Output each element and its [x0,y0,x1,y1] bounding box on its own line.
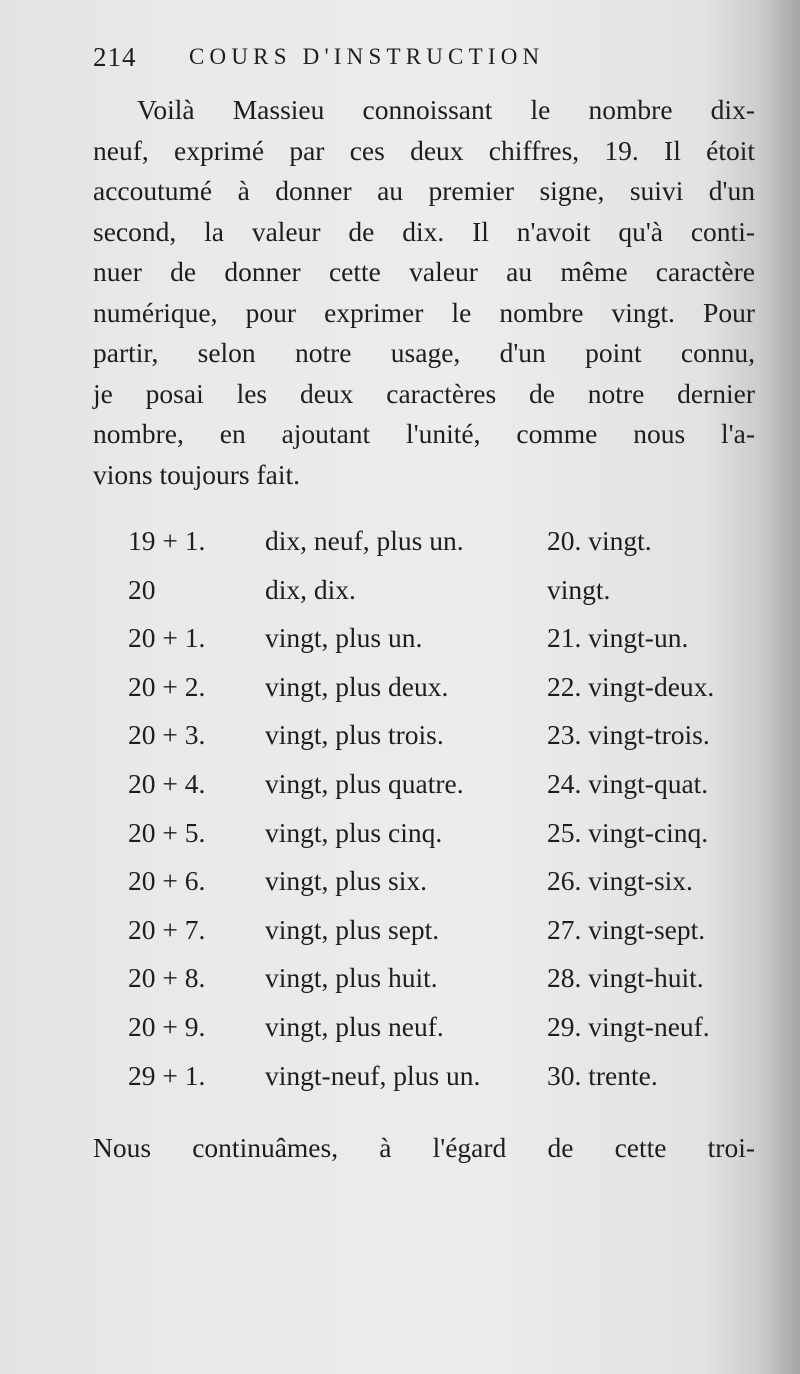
description-cell: vingt, plus un. [265,622,423,654]
table-row [0,525,800,574]
equation-cell: 20 + 5. [128,816,206,848]
description-cell: vingt, plus huit. [265,962,438,994]
page-gutter-shadow [760,0,800,1374]
paragraph-massieu [93,90,755,495]
equation-cell: 20 + 4. [128,767,206,799]
table-row [0,622,800,671]
text-line: nuer de donner cette valeur au même caractère [93,256,755,287]
text-line: je posai les deux caractères de notre dernier [93,377,755,409]
text-line: second, la valeur de dix. Il n'avoit qu'à conti- [93,215,755,247]
table-row [0,1011,800,1060]
table-row [0,671,800,720]
equation-cell: 20 + 2. [128,670,206,702]
description-cell: vingt, plus sept. [265,913,440,945]
equation-cell: 20 + 9. [128,1010,206,1042]
result-cell: 26. vingt-six. [547,865,693,897]
equation-cell: 19 + 1. [128,525,206,556]
text-line: neuf, exprimé par ces deux chiffres, 19. Il étoit [93,134,755,166]
text-line: partir, selon notre usage, d'un point connu, [93,337,755,368]
text-line: numérique, pour exprimer le nombre vingt. Pour [93,296,755,328]
table-row [0,865,800,914]
table-row [0,914,800,963]
text-line: vions toujours fait. [93,458,301,490]
page-number: 214 [93,42,137,72]
equation-cell: 20 [128,573,156,605]
equation-cell: 29 + 1. [128,1059,206,1091]
result-cell: 22. vingt-deux. [547,670,715,702]
text-line: Voilà Massieu connoissant le nombre dix- [137,94,755,125]
equation-cell: 20 + 7. [128,913,206,945]
description-cell: dix, neuf, plus un. [265,525,464,556]
result-cell: 30. trente. [547,1059,658,1091]
paragraph-continuation [93,1128,755,1169]
description-cell: vingt, plus cinq. [265,816,443,848]
text-line: accoutumé à donner au premier signe, suivi d'un [93,175,755,206]
result-cell: 24. vingt-quat. [547,767,709,799]
result-cell: 23. vingt-trois. [547,719,710,751]
description-cell: vingt-neuf, plus un. [265,1059,481,1091]
running-title: COURS D'INSTRUCTION [189,44,545,69]
result-cell: vingt. [547,573,611,605]
result-cell: 29. vingt-neuf. [547,1010,710,1042]
page-header [93,42,673,82]
description-cell: vingt, plus neuf. [265,1010,444,1042]
result-cell: 21. vingt-un. [547,622,689,654]
description-cell: vingt, plus quatre. [265,767,464,799]
description-cell: dix, dix. [265,573,356,605]
result-cell: 27. vingt-sept. [547,913,706,945]
text-line: nombre, en ajoutant l'unité, comme nous l'a- [93,418,755,449]
result-cell: 25. vingt-cinq. [547,816,709,848]
table-row [0,719,800,768]
table-row [0,962,800,1011]
counting-table [0,525,800,1108]
equation-cell: 20 + 6. [128,865,206,897]
equation-cell: 20 + 3. [128,719,206,751]
table-row [0,1060,800,1109]
table-row [0,574,800,623]
result-cell: 28. vingt-huit. [547,962,704,994]
text-line: Nous continuâmes, à l'égard de cette troi- [93,1132,755,1163]
table-row [0,817,800,866]
equation-cell: 20 + 1. [128,622,206,654]
table-row [0,768,800,817]
equation-cell: 20 + 8. [128,962,206,994]
result-cell: 20. vingt. [547,525,652,556]
description-cell: vingt, plus six. [265,865,427,897]
description-cell: vingt, plus deux. [265,670,449,702]
description-cell: vingt, plus trois. [265,719,444,751]
